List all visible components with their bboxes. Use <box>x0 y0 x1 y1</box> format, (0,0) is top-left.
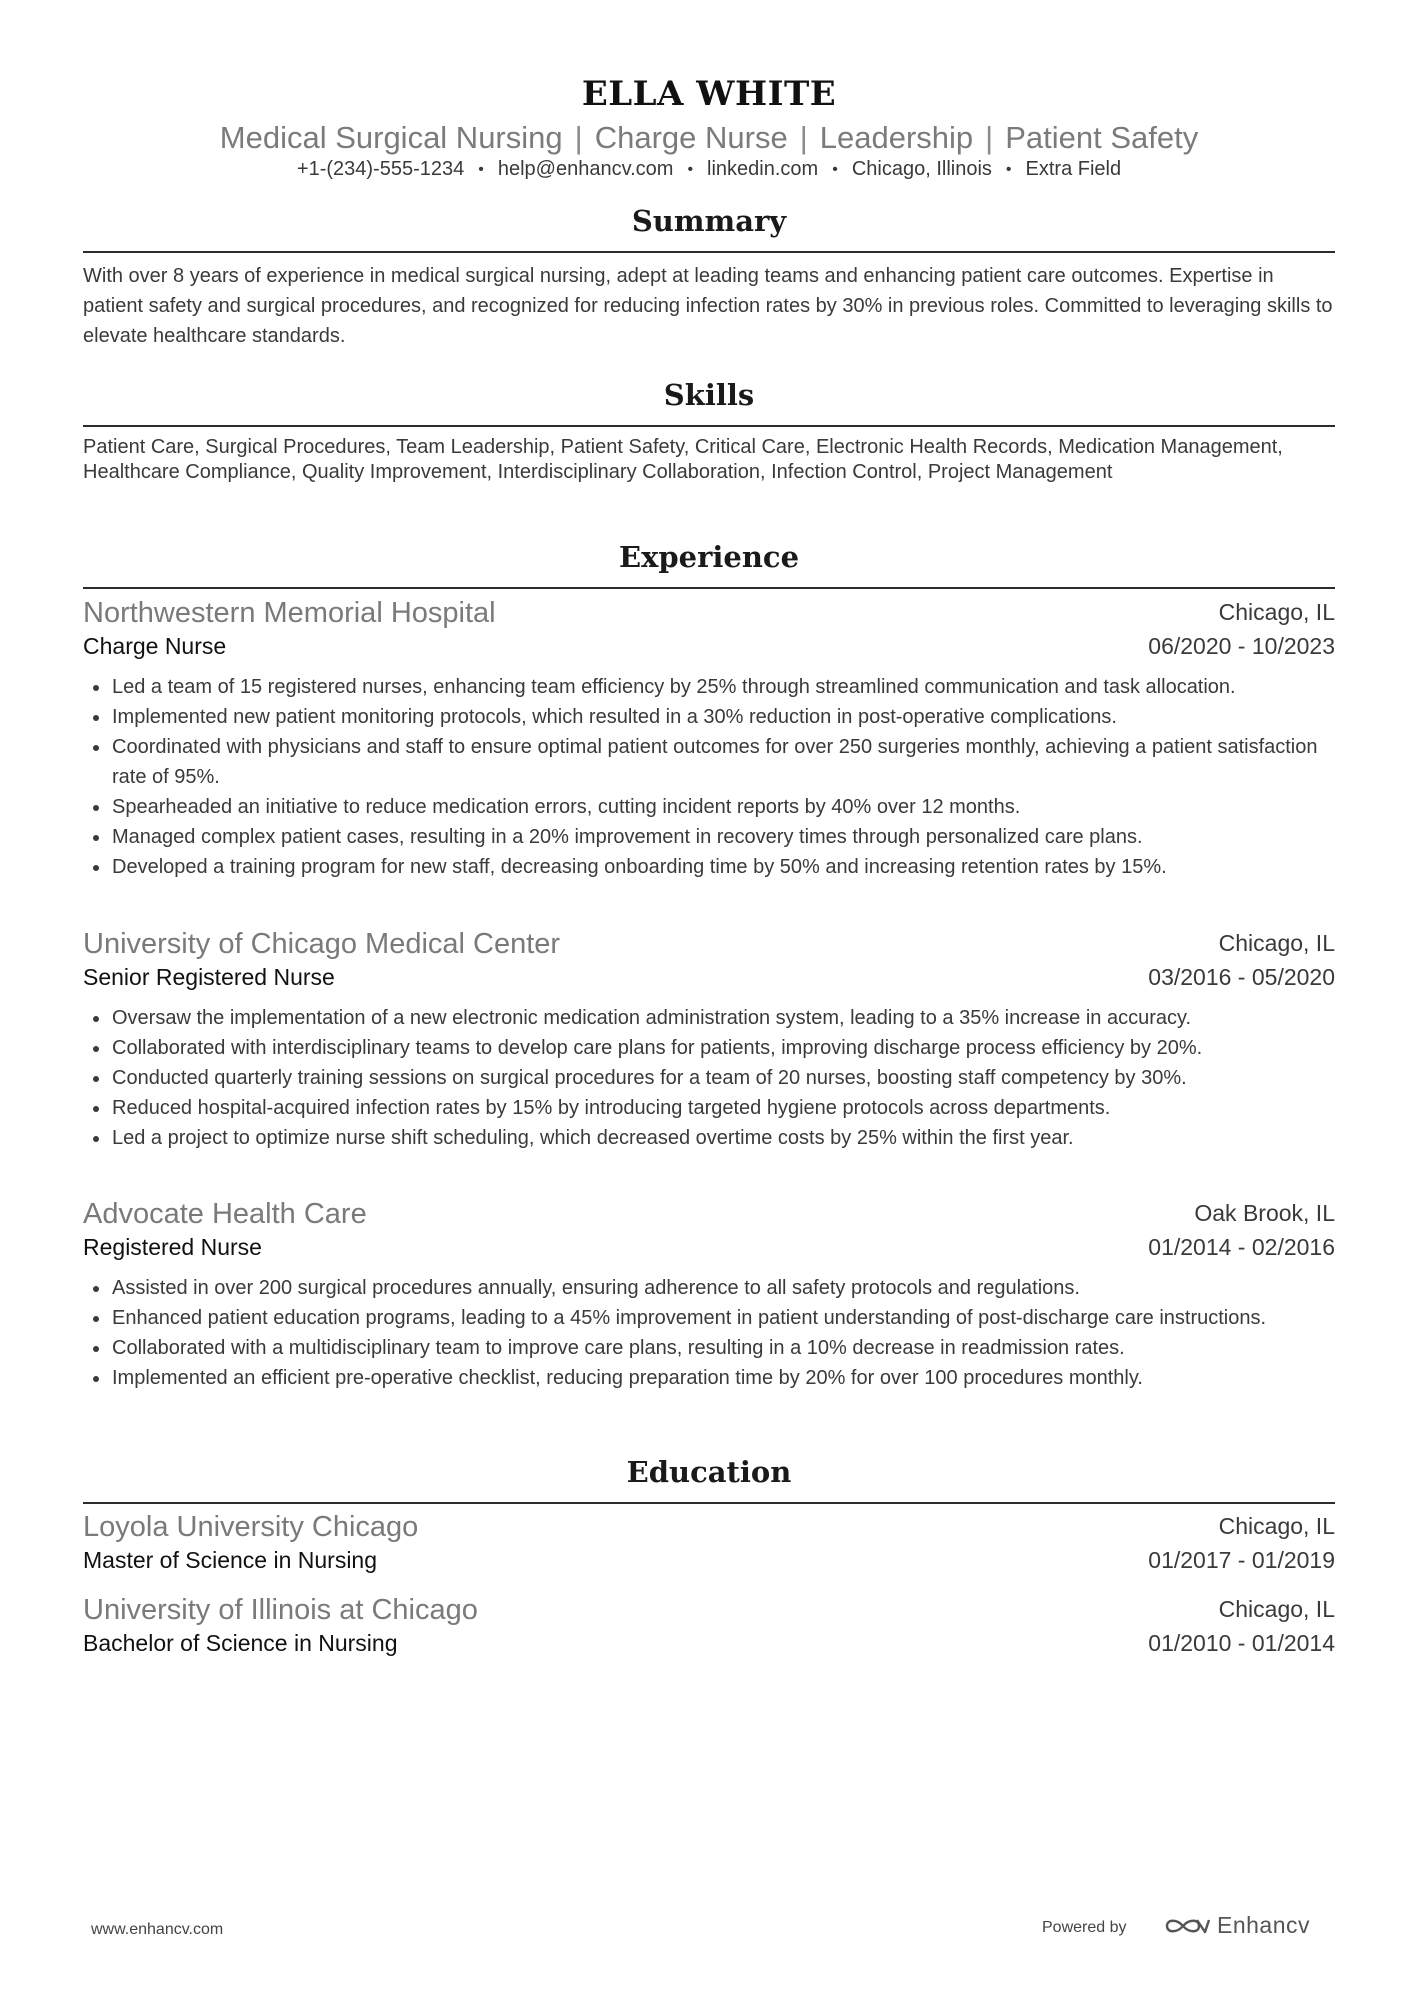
footer-website[interactable]: www.enhancv.com <box>91 1921 224 1938</box>
extra-field: Extra Field <box>1025 158 1122 180</box>
headline-separator: | <box>574 120 583 155</box>
summary-heading: Summary <box>631 204 787 238</box>
logo-text: Enhancv <box>1217 1912 1311 1938</box>
school-location: Chicago, IL <box>1218 1596 1335 1622</box>
email-link[interactable]: help@enhancv.com <box>497 158 674 180</box>
degree: Bachelor of Science in Nursing <box>83 1630 398 1656</box>
list-item: Assisted in over 200 surgical procedures annually, ensuring adherence to all safety protocols and regulations. <box>83 1273 1335 1303</box>
school-name: Loyola University Chicago <box>83 1511 419 1543</box>
list-item: Collaborated with interdisciplinary teams to develop care plans for patients, improving discharge process efficiency by 20%. <box>83 1033 1335 1063</box>
section-divider <box>83 251 1335 253</box>
skills-heading: Skills <box>663 378 755 412</box>
list-item: Implemented new patient monitoring protocols, which resulted in a 30% reduction in post-operative complications. <box>83 702 1335 732</box>
list-item: Enhanced patient education programs, leading to a 45% improvement in patient understanding of post-discharge care instructions. <box>83 1303 1335 1333</box>
job-dates: 03/2016 - 05/2020 <box>1148 964 1335 990</box>
section-divider <box>83 1502 1335 1504</box>
enhancv-logo[interactable] <box>1163 1912 1310 1939</box>
headline-part: Patient Safety <box>1005 120 1199 155</box>
summary-text: With over 8 years of experience in medical surgical nursing, adept at leading teams and enhancing patient care outcomes. Expertise in patient safety and surgical procedures, and recognized for reducing infection rates by 30% in previous roles. Committed to leveraging skills to elevate healthcare standards. <box>83 265 1333 347</box>
education-dates: 01/2010 - 01/2014 <box>1148 1630 1335 1656</box>
employer-name: Northwestern Memorial Hospital <box>83 597 496 629</box>
job-location: Chicago, IL <box>1218 599 1335 625</box>
list-item: Developed a training program for new staff, decreasing onboarding time by 50% and increasing retention rates by 15%. <box>83 852 1335 882</box>
headline-part: Charge Nurse <box>594 120 788 155</box>
list-item: Conducted quarterly training sessions on surgical procedures for a team of 20 nurses, boosting staff competency by 30%. <box>83 1063 1335 1093</box>
linkedin-link[interactable]: linkedin.com <box>707 158 819 180</box>
employer-name: Advocate Health Care <box>83 1198 367 1230</box>
phone-number[interactable]: +1-(234)-555-1234 <box>296 158 465 180</box>
job-dates: 01/2014 - 02/2016 <box>1148 1234 1335 1260</box>
location: Chicago, Illinois <box>851 158 992 180</box>
contact-separator: • <box>687 161 694 178</box>
headline-separator: | <box>985 120 994 155</box>
list-item: Implemented an efficient pre-operative checklist, reducing preparation time by 20% for over 100 procedures monthly. <box>83 1363 1335 1393</box>
powered-by-label: Powered by <box>1042 1919 1127 1936</box>
enhancv-logo-icon <box>1163 1914 1211 1938</box>
employer-name: University of Chicago Medical Center <box>83 928 561 960</box>
education-heading: Education <box>626 1455 792 1489</box>
experience-heading: Experience <box>618 540 800 574</box>
list-item: Collaborated with a multidisciplinary team to improve care plans, resulting in a 10% decrease in readmission rates. <box>83 1333 1335 1363</box>
headline-part: Medical Surgical Nursing <box>219 120 563 155</box>
job-title: Senior Registered Nurse <box>83 964 335 990</box>
school-location: Chicago, IL <box>1218 1513 1335 1539</box>
list-item: Led a project to optimize nurse shift scheduling, which decreased overtime costs by 25% within the first year. <box>83 1123 1335 1153</box>
job-bullets <box>83 1273 1335 1393</box>
job-bullets <box>83 672 1335 882</box>
list-item: Spearheaded an initiative to reduce medication errors, cutting incident reports by 40% over 12 months. <box>83 792 1335 822</box>
section-divider <box>83 425 1335 427</box>
list-item: Led a team of 15 registered nurses, enhancing team efficiency by 25% through streamlined communication and task allocation. <box>83 672 1335 702</box>
job-location: Chicago, IL <box>1218 930 1335 956</box>
contact-separator: • <box>1005 161 1012 178</box>
job-location: Oak Brook, IL <box>1194 1200 1335 1226</box>
list-item: Oversaw the implementation of a new electronic medication administration system, leading to a 35% increase in accuracy. <box>83 1003 1335 1033</box>
job-title: Charge Nurse <box>83 633 227 659</box>
education-dates: 01/2017 - 01/2019 <box>1148 1547 1335 1573</box>
list-item: Coordinated with physicians and staff to ensure optimal patient outcomes for over 250 surgeries monthly, achieving a patient satisfaction rate of 95%. <box>83 732 1335 792</box>
list-item: Managed complex patient cases, resulting in a 20% improvement in recovery times through personalized care plans. <box>83 822 1335 852</box>
contact-separator: • <box>478 161 484 178</box>
skills-list: Patient Care, Surgical Procedures, Team Leadership, Patient Safety, Critical Care, Electronic Health Records, Medication Management, Healthcare Compliance, Quality Improvement, Interdisciplinary Collaboration, Infection Control, Project Management <box>83 436 1283 483</box>
headline-separator: | <box>799 120 808 155</box>
job-dates: 06/2020 - 10/2023 <box>1148 633 1335 659</box>
school-name: University of Illinois at Chicago <box>83 1594 478 1626</box>
job-title: Registered Nurse <box>83 1234 262 1260</box>
section-divider <box>83 587 1335 589</box>
headline <box>83 120 1335 156</box>
contact-info <box>83 158 1335 181</box>
candidate-name: ELLA WHITE <box>581 74 837 114</box>
contact-separator: • <box>832 161 838 178</box>
job-bullets <box>83 1003 1335 1153</box>
degree: Master of Science in Nursing <box>83 1547 378 1573</box>
headline-part: Leadership <box>819 120 974 155</box>
list-item: Reduced hospital-acquired infection rates by 15% by introducing targeted hygiene protocols across departments. <box>83 1093 1335 1123</box>
